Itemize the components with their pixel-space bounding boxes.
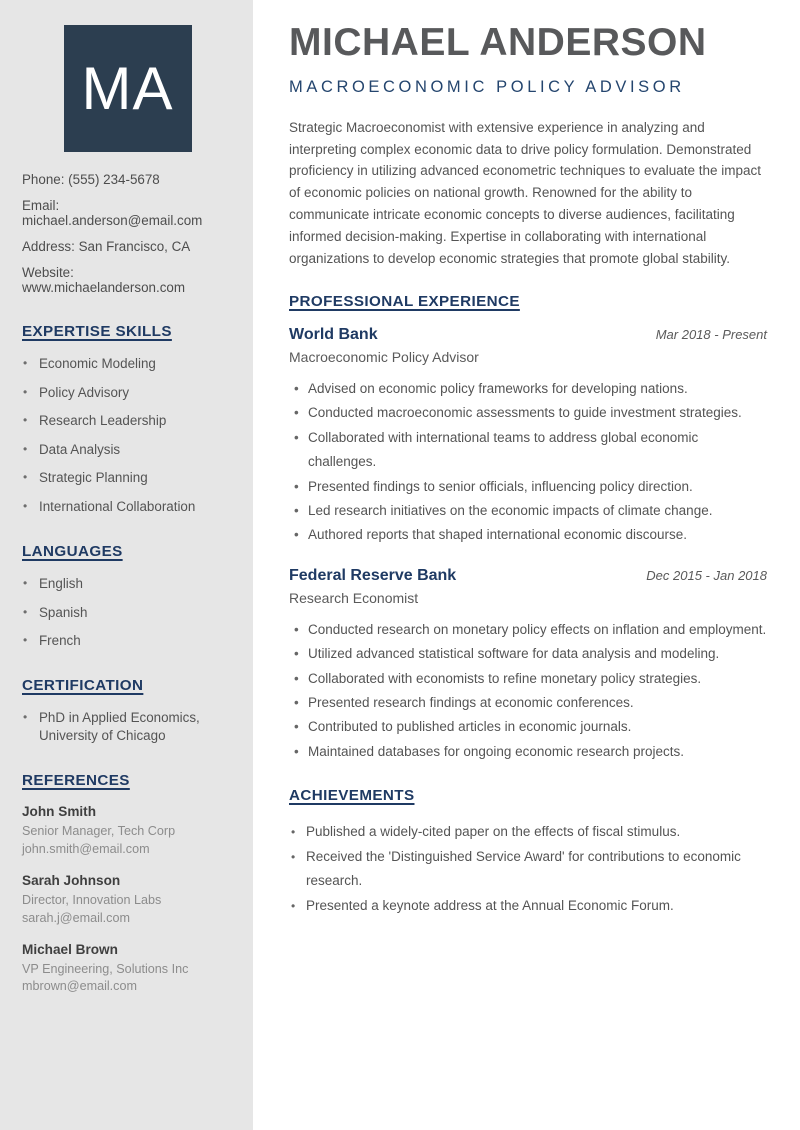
reference-entry xyxy=(22,873,233,927)
reference-email: mbrown@email.com xyxy=(22,979,137,994)
skill-item: • Policy Advisory xyxy=(22,384,233,402)
job-bullet: • Presented findings to senior officials, influencing policy direction. xyxy=(289,475,767,499)
experience-heading: PROFESSIONAL EXPERIENCE xyxy=(289,293,520,311)
certification-heading: CERTIFICATION xyxy=(22,677,144,695)
reference-email: sarah.j@email.com xyxy=(22,910,130,925)
sidebar xyxy=(0,0,253,1130)
job-bullet: • Led research initiatives on the economic impacts of climate change. xyxy=(289,499,767,523)
contact-line: Email: michael.anderson@email.com xyxy=(22,198,203,228)
references-heading: REFERENCES xyxy=(22,772,130,790)
reference-entry xyxy=(22,942,233,996)
achievement-bullet: • Published a widely-cited paper on the effects of fiscal stimulus. xyxy=(289,820,767,844)
job-bullet: • Contributed to published articles in economic journals. xyxy=(289,715,767,739)
main-column xyxy=(253,0,800,1130)
language-item: • English xyxy=(22,575,233,593)
language-item: • Spanish xyxy=(22,604,233,622)
summary-paragraph: Strategic Macroeconomist with extensive experience in analyzing and interpreting complex economic data to drive policy formulation. Demonstrated proficiency in utilizing advanced econometric techniques to evaluate the impact of economic policies on national growth. Renowned for the ability to communicate intricate economic concepts to diverse audiences, facilitating informed decision-making. Expertise in collaborating with international organizations to develop economic strategies that promote global stability. xyxy=(289,119,762,267)
language-item: • French xyxy=(22,632,233,650)
job-bullet: • Collaborated with economists to refine monetary policy strategies. xyxy=(289,667,767,691)
reference-name: Michael Brown xyxy=(22,941,118,957)
job-bullet: • Conducted macroeconomic assessments to guide investment strategies. xyxy=(289,401,767,425)
reference-role: VP Engineering, Solutions Inc xyxy=(22,961,189,976)
achievement-bullet: • Presented a keynote address at the Annual Economic Forum. xyxy=(289,894,767,918)
job-entry-federal-reserve xyxy=(289,567,767,764)
job-bullet-list xyxy=(289,377,767,548)
languages-list xyxy=(22,575,233,650)
achievements-heading: ACHIEVEMENTS xyxy=(289,787,415,805)
reference-entry xyxy=(22,804,233,858)
skill-item: • Economic Modeling xyxy=(22,355,233,373)
job-header xyxy=(289,326,767,344)
languages-heading: LANGUAGES xyxy=(22,542,123,560)
reference-name: Sarah Johnson xyxy=(22,873,121,889)
job-bullet: • Presented research findings at economic conferences. xyxy=(289,691,767,715)
job-header xyxy=(289,567,767,585)
contact-info xyxy=(22,173,233,296)
person-job-title: MACROECONOMIC POLICY ADVISOR xyxy=(289,77,685,96)
job-entry-world-bank xyxy=(289,326,767,548)
reference-name: John Smith xyxy=(22,804,97,820)
contact-line: Phone: (555) 234-5678 xyxy=(22,172,160,187)
certification-list xyxy=(22,709,233,745)
skills-heading: EXPERTISE SKILLS xyxy=(22,322,172,340)
job-bullet: • Utilized advanced statistical software for data analysis and modeling. xyxy=(289,642,767,666)
skill-item: • International Collaboration xyxy=(22,498,233,516)
certification-item: • PhD in Applied Economics, University of Chicago xyxy=(22,709,233,745)
job-dates: Dec 2015 - Jan 2018 xyxy=(646,567,767,583)
reference-role: Senior Manager, Tech Corp xyxy=(22,824,176,839)
skills-list xyxy=(22,355,233,516)
company-name: World Bank xyxy=(289,326,378,344)
job-role: Research Economist xyxy=(289,589,419,606)
job-bullet: • Maintained databases for ongoing economic research projects. xyxy=(289,740,767,764)
monogram-box xyxy=(64,25,192,152)
achievement-bullet: • Received the 'Distinguished Service Award' for contributions to economic research. xyxy=(289,845,767,894)
contact-line: Website: www.michaelanderson.com xyxy=(22,265,185,296)
references-list xyxy=(22,804,233,995)
job-bullet: • Conducted research on monetary policy effects on inflation and employment. xyxy=(289,618,767,642)
reference-email: john.smith@email.com xyxy=(22,841,150,856)
job-bullet-list xyxy=(289,618,767,764)
job-dates: Mar 2018 - Present xyxy=(655,327,767,343)
job-bullet: • Authored reports that shaped international economic discourse. xyxy=(289,523,767,547)
skill-item: • Research Leadership xyxy=(22,412,233,430)
person-name: MICHAEL ANDERSON xyxy=(289,21,707,64)
reference-role: Director, Innovation Labs xyxy=(22,893,162,908)
skill-item: • Data Analysis xyxy=(22,441,233,459)
job-role: Macroeconomic Policy Advisor xyxy=(289,349,479,366)
company-name: Federal Reserve Bank xyxy=(289,566,457,584)
job-bullet: • Collaborated with international teams to address global economic challenges. xyxy=(289,426,767,475)
contact-line: Address: San Francisco, CA xyxy=(22,239,191,255)
skill-item: • Strategic Planning xyxy=(22,469,233,487)
monogram-initials: MA xyxy=(81,55,174,122)
achievements-list xyxy=(289,820,767,918)
job-bullet: • Advised on economic policy frameworks for developing nations. xyxy=(289,377,767,401)
